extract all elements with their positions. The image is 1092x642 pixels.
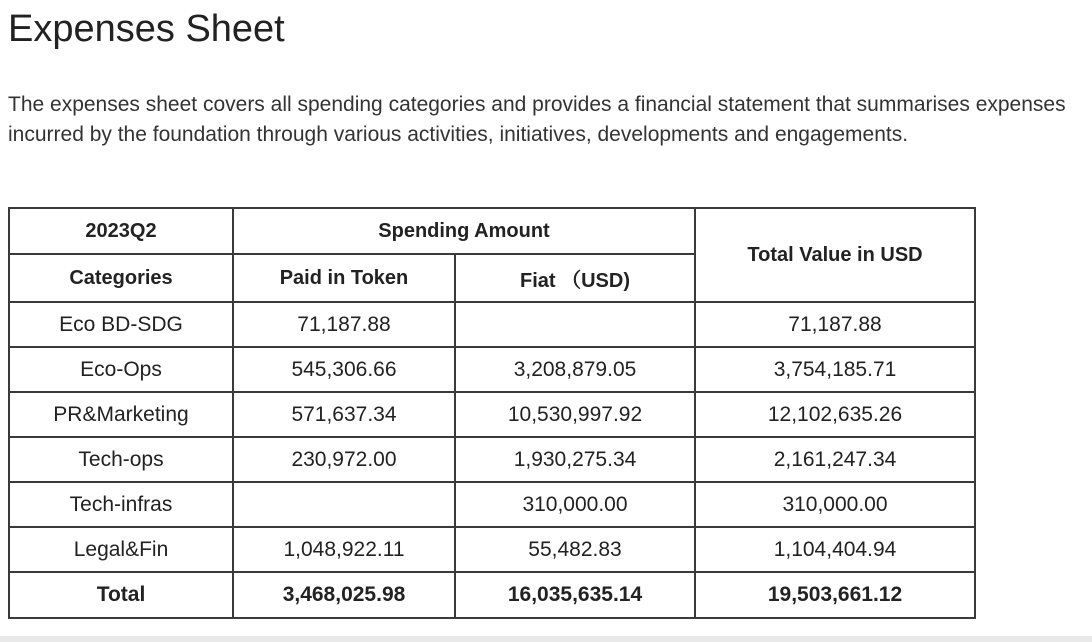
token-cell: 71,187.88 (233, 302, 455, 347)
total-value-header: Total Value in USD (695, 208, 975, 302)
total-fiat-cell: 16,035,635.14 (455, 572, 695, 618)
total-label-cell: Total (9, 572, 233, 618)
category-cell: Tech-ops (9, 437, 233, 482)
table-row (9, 302, 975, 347)
total-token-cell: 3,468,025.98 (233, 572, 455, 618)
total-value-cell: 2,161,247.34 (695, 437, 975, 482)
header-row-top (9, 208, 975, 254)
fiat-cell (455, 302, 695, 347)
token-cell: 1,048,922.11 (233, 527, 455, 572)
table-row (9, 347, 975, 392)
paid-in-token-header: Paid in Token (233, 254, 455, 302)
table-row (9, 527, 975, 572)
spending-amount-header: Spending Amount (233, 208, 695, 254)
period-header: 2023Q2 (9, 208, 233, 254)
total-value-cell: 1,104,404.94 (695, 527, 975, 572)
total-value-cell: 12,102,635.26 (695, 392, 975, 437)
fiat-cell: 55,482.83 (455, 527, 695, 572)
token-cell: 230,972.00 (233, 437, 455, 482)
fiat-cell: 3,208,879.05 (455, 347, 695, 392)
fiat-cell: 10,530,997.92 (455, 392, 695, 437)
fiat-cell: 310,000.00 (455, 482, 695, 527)
categories-header: Categories (9, 254, 233, 302)
page-description: The expenses sheet covers all spending categories and provides a financial statement that summarises expenses incurred by the foundation through various activities, initiatives, developments and engagements. (8, 93, 1066, 146)
total-value-cell: 71,187.88 (695, 302, 975, 347)
bottom-divider (0, 636, 1092, 642)
category-cell: PR&Marketing (9, 392, 233, 437)
fiat-usd-header: Fiat （USD) (455, 254, 695, 302)
table-row (9, 392, 975, 437)
category-cell: Eco-Ops (9, 347, 233, 392)
token-cell (233, 482, 455, 527)
category-cell: Eco BD-SDG (9, 302, 233, 347)
token-cell: 545,306.66 (233, 347, 455, 392)
grand-total-cell: 19,503,661.12 (695, 572, 975, 618)
total-value-cell: 310,000.00 (695, 482, 975, 527)
token-cell: 571,637.34 (233, 392, 455, 437)
table-row (9, 437, 975, 482)
expenses-table (8, 207, 976, 619)
total-row (9, 572, 975, 618)
category-cell: Tech-infras (9, 482, 233, 527)
category-cell: Legal&Fin (9, 527, 233, 572)
total-value-cell: 3,754,185.71 (695, 347, 975, 392)
fiat-cell: 1,930,275.34 (455, 437, 695, 482)
page-title: Expenses Sheet (8, 8, 285, 50)
table-row (9, 482, 975, 527)
